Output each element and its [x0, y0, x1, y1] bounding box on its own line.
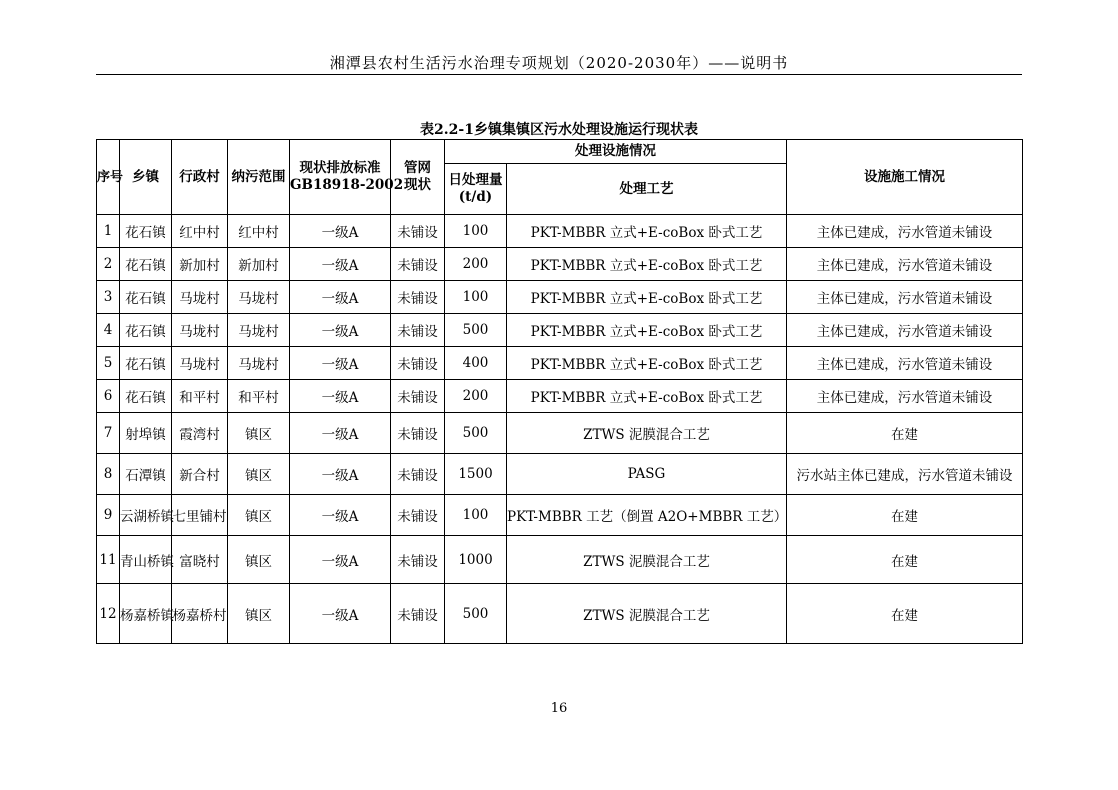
cell-town: 花石镇	[120, 314, 172, 347]
cell-pipe: 未铺设	[391, 536, 445, 584]
cell-standard: 一级A	[290, 584, 391, 644]
cell-standard: 一级A	[290, 248, 391, 281]
page-header-title: 湘潭县农村生活污水治理专项规划（2020-2030年）——说明书	[329, 54, 789, 72]
cell-coverage: 马垅村	[228, 347, 290, 380]
header-process: 处理工艺	[507, 164, 787, 215]
cell-village: 马垅村	[172, 314, 228, 347]
header-divider	[96, 74, 1022, 75]
table-row	[97, 215, 1023, 248]
cell-pipe: 未铺设	[391, 314, 445, 347]
cell-village: 马垅村	[172, 347, 228, 380]
cell-coverage: 和平村	[228, 380, 290, 413]
cell-process: ZTWS 泥膜混合工艺	[507, 413, 787, 454]
table-row	[97, 314, 1023, 347]
cell-capacity: 500	[445, 314, 507, 347]
cell-pipe: 未铺设	[391, 281, 445, 314]
cell-pipe: 未铺设	[391, 347, 445, 380]
cell-standard: 一级A	[290, 495, 391, 536]
cell-town: 花石镇	[120, 215, 172, 248]
cell-coverage: 新加村	[228, 248, 290, 281]
cell-construction: 在建	[787, 413, 1023, 454]
table-row	[97, 413, 1023, 454]
cell-process: PKT-MBBR 立式+E-coBox 卧式工艺	[507, 281, 787, 314]
cell-town: 花石镇	[120, 281, 172, 314]
cell-process: PKT-MBBR 立式+E-coBox 卧式工艺	[507, 380, 787, 413]
cell-coverage: 镇区	[228, 584, 290, 644]
cell-village: 霞湾村	[172, 413, 228, 454]
header-facility-group: 处理设施情况	[445, 140, 787, 164]
table-row	[97, 495, 1023, 536]
cell-construction: 在建	[787, 495, 1023, 536]
table-body	[97, 215, 1023, 644]
cell-town: 射埠镇	[120, 413, 172, 454]
table-title: 表2.2-1乡镇集镇区污水处理设施运行现状表	[420, 122, 698, 138]
cell-process: PKT-MBBR 立式+E-coBox 卧式工艺	[507, 248, 787, 281]
header-village: 行政村	[172, 140, 228, 215]
header-capacity	[445, 164, 507, 215]
header-capacity-line1: 日处理量	[448, 172, 503, 188]
cell-capacity: 500	[445, 584, 507, 644]
cell-process: PKT-MBBR 立式+E-coBox 卧式工艺	[507, 215, 787, 248]
cell-construction: 主体已建成，污水管道未铺设	[787, 380, 1023, 413]
cell-seq: 2	[97, 248, 120, 281]
cell-capacity: 1000	[445, 536, 507, 584]
cell-village: 马垅村	[172, 281, 228, 314]
header-pipe-line1: 管网	[404, 160, 431, 176]
cell-construction: 在建	[787, 536, 1023, 584]
cell-village: 杨嘉桥村	[172, 584, 228, 644]
cell-construction: 主体已建成，污水管道未铺设	[787, 347, 1023, 380]
cell-capacity: 100	[445, 281, 507, 314]
cell-process: PASG	[507, 454, 787, 495]
cell-seq: 7	[97, 413, 120, 454]
cell-coverage: 红中村	[228, 215, 290, 248]
cell-pipe: 未铺设	[391, 454, 445, 495]
cell-process: PKT-MBBR 立式+E-coBox 卧式工艺	[507, 314, 787, 347]
cell-standard: 一级A	[290, 454, 391, 495]
cell-process: PKT-MBBR 立式+E-coBox 卧式工艺	[507, 347, 787, 380]
cell-standard: 一级A	[290, 413, 391, 454]
cell-town: 花石镇	[120, 380, 172, 413]
cell-seq: 1	[97, 215, 120, 248]
cell-village: 红中村	[172, 215, 228, 248]
cell-pipe: 未铺设	[391, 215, 445, 248]
cell-construction: 主体已建成，污水管道未铺设	[787, 215, 1023, 248]
header-coverage: 纳污范围	[228, 140, 290, 215]
cell-construction: 主体已建成，污水管道未铺设	[787, 281, 1023, 314]
cell-seq: 8	[97, 454, 120, 495]
cell-capacity: 200	[445, 380, 507, 413]
cell-standard: 一级A	[290, 536, 391, 584]
cell-capacity: 400	[445, 347, 507, 380]
header-capacity-line2: (t/d)	[458, 189, 493, 205]
cell-construction: 在建	[787, 584, 1023, 644]
cell-seq: 12	[97, 584, 120, 644]
cell-town: 杨嘉桥镇	[120, 584, 172, 644]
cell-coverage: 镇区	[228, 495, 290, 536]
header-seq: 序号	[97, 140, 120, 215]
cell-standard: 一级A	[290, 215, 391, 248]
header-standard	[290, 140, 404, 215]
cell-coverage: 马垅村	[228, 314, 290, 347]
table-row	[97, 584, 1023, 644]
cell-village: 新加村	[172, 248, 228, 281]
cell-construction: 污水站主体已建成，污水管道未铺设	[787, 454, 1023, 495]
cell-capacity: 100	[445, 215, 507, 248]
table-row	[97, 454, 1023, 495]
cell-process: ZTWS 泥膜混合工艺	[507, 536, 787, 584]
cell-village: 富晓村	[172, 536, 228, 584]
cell-pipe: 未铺设	[391, 495, 445, 536]
cell-pipe: 未铺设	[391, 248, 445, 281]
cell-capacity: 500	[445, 413, 507, 454]
cell-pipe: 未铺设	[391, 413, 445, 454]
cell-coverage: 镇区	[228, 454, 290, 495]
cell-seq: 6	[97, 380, 120, 413]
cell-town: 石潭镇	[120, 454, 172, 495]
cell-seq: 3	[97, 281, 120, 314]
cell-construction: 主体已建成，污水管道未铺设	[787, 314, 1023, 347]
table-row	[97, 536, 1023, 584]
header-standard-line2: GB18918-2002	[290, 177, 404, 193]
table-row	[97, 281, 1023, 314]
page-number: 16	[550, 701, 568, 716]
header-town: 乡镇	[120, 140, 172, 215]
table-row	[97, 347, 1023, 380]
cell-capacity: 1500	[445, 454, 507, 495]
cell-seq: 5	[97, 347, 120, 380]
header-construction: 设施施工情况	[787, 140, 1023, 215]
cell-town: 花石镇	[120, 347, 172, 380]
cell-village: 七里铺村	[172, 495, 228, 536]
cell-process: ZTWS 泥膜混合工艺	[507, 584, 787, 644]
header-pipe-line2: 现状	[404, 177, 431, 193]
cell-pipe: 未铺设	[391, 380, 445, 413]
cell-construction: 主体已建成，污水管道未铺设	[787, 248, 1023, 281]
cell-capacity: 100	[445, 495, 507, 536]
table-row	[97, 248, 1023, 281]
table-row	[97, 380, 1023, 413]
cell-seq: 9	[97, 495, 120, 536]
cell-pipe: 未铺设	[391, 584, 445, 644]
cell-town: 云湖桥镇	[120, 495, 172, 536]
cell-coverage: 镇区	[228, 536, 290, 584]
cell-town: 青山桥镇	[120, 536, 172, 584]
cell-standard: 一级A	[290, 314, 391, 347]
cell-standard: 一级A	[290, 347, 391, 380]
header-standard-line1: 现状排放标准	[299, 160, 381, 176]
cell-coverage: 马垅村	[228, 281, 290, 314]
cell-process: PKT-MBBR 工艺（倒置 A2O+MBBR 工艺）	[507, 495, 787, 536]
cell-seq: 4	[97, 314, 120, 347]
cell-town: 花石镇	[120, 248, 172, 281]
cell-standard: 一级A	[290, 281, 391, 314]
cell-seq: 11	[97, 536, 120, 584]
cell-standard: 一级A	[290, 380, 391, 413]
facility-status-table	[96, 139, 1023, 644]
cell-capacity: 200	[445, 248, 507, 281]
cell-coverage: 镇区	[228, 413, 290, 454]
cell-village: 和平村	[172, 380, 228, 413]
cell-village: 新合村	[172, 454, 228, 495]
